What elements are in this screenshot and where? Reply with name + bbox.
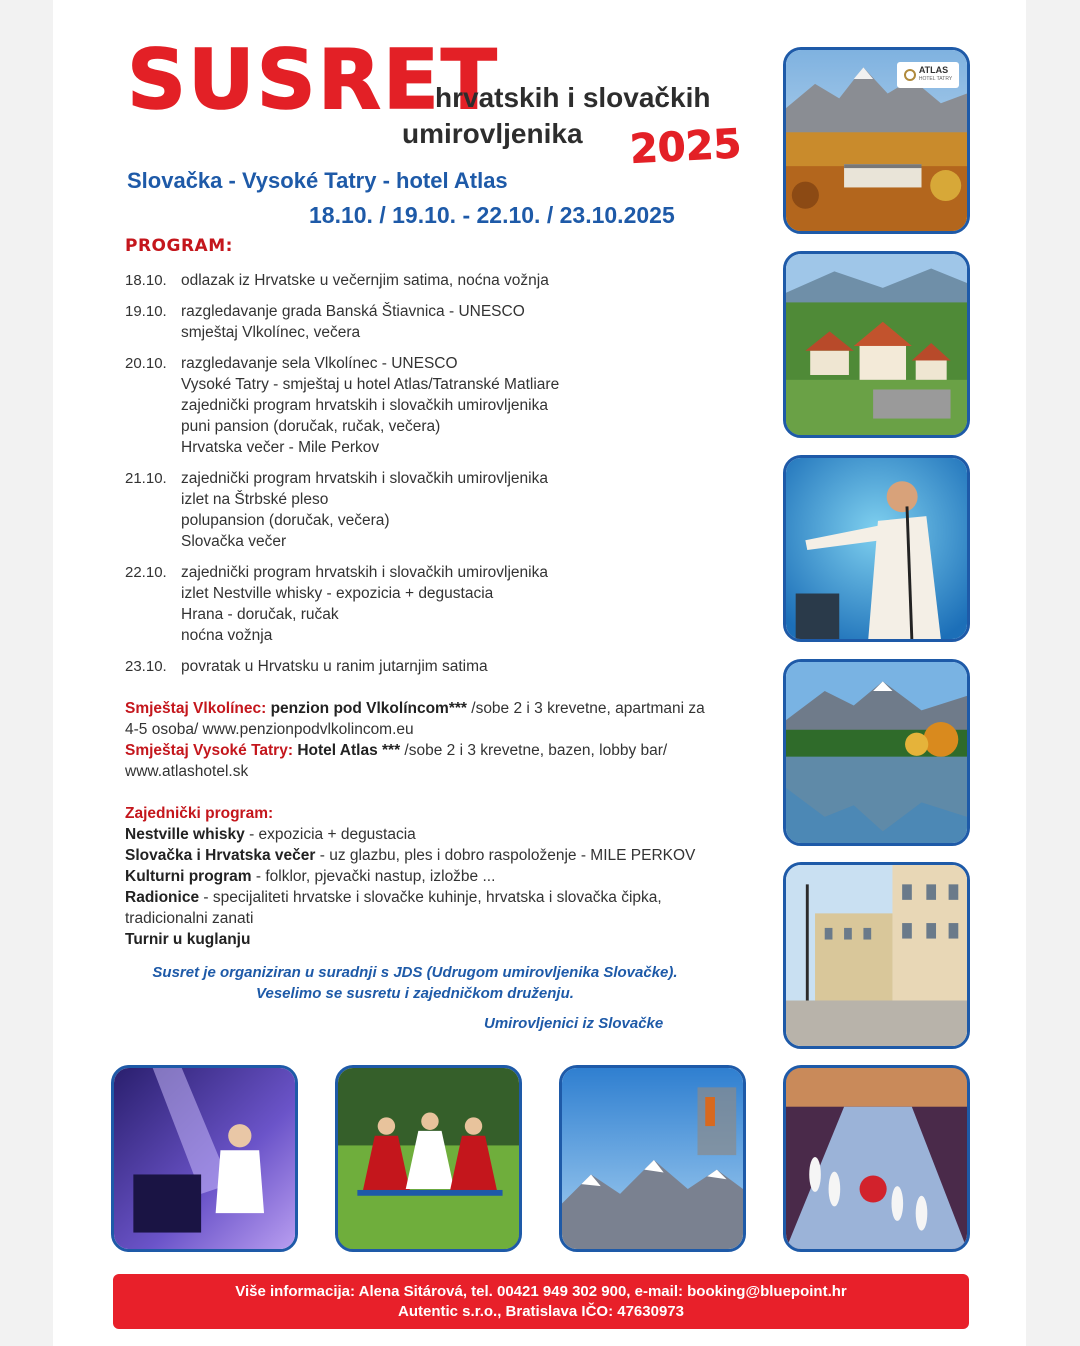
program-schedule	[125, 270, 725, 687]
contact-footer	[113, 1274, 969, 1329]
day-line: zajednički program hrvatskih i slovačkih umirovljenika	[181, 397, 548, 414]
day-line: Slovačka večer	[181, 533, 287, 550]
schedule-day	[125, 656, 725, 677]
folk-dance-photo	[335, 1065, 522, 1252]
footer-contact-line: Više informacija: Alena Sitárová, tel. 00421 949 302 900, e-mail: booking@bluepoint.hr	[235, 1283, 847, 1300]
peak-viewpoint-photo	[559, 1065, 746, 1252]
joint-program-item: Radionice - specijaliteti hrvatske i slovačke kuhinje, hrvatska i slovačka čipka, tradicionalni zanati	[125, 889, 662, 927]
vlkolinec-detail: /sobe 2 i 3 krevetne, apartmani za 4-5 osoba/ www.penzionpodvlkolincom.eu	[125, 700, 705, 738]
schedule-day	[125, 301, 725, 343]
tatry-label: Smještaj Vysoké Tatry:	[125, 742, 293, 759]
singer-photo	[783, 455, 970, 642]
subtitle-line-1: hrvatskih i slovačkih	[435, 82, 711, 113]
subtitle-line-2: umirovljenika	[402, 118, 583, 149]
event-dates: 18.10. / 19.10. - 22.10. / 23.10.2025	[309, 202, 675, 228]
atlas-logo-icon	[904, 69, 916, 81]
day-line: Hrvatska večer - Mile Perkov	[181, 439, 380, 456]
day-line: razgledavanje sela Vlkolínec - UNESCO	[181, 355, 458, 372]
program-heading: PROGRAM:	[125, 236, 233, 256]
hotel-mountain-photo	[783, 47, 970, 234]
joint-program-item: Kulturni program - folklor, pjevački nastup, izložbe ...	[125, 868, 496, 885]
day-line: Hrana - doručak, ručak	[181, 606, 339, 623]
vlkolinec-name: penzion pod Vlkolíncom***	[270, 700, 467, 717]
event-title: SUSRET	[127, 33, 499, 128]
day-line: izlet Nestville whisky - expozicia + degustacia	[181, 585, 494, 602]
day-line: zajednički program hrvatskih i slovačkih umirovljenika	[181, 564, 548, 581]
event-year: 2025	[628, 121, 743, 173]
day-line: povratak u Hrvatsku u ranim jutarnjim satima	[181, 658, 488, 675]
joint-program-item: Nestville whisky - expozicia + degustacia	[125, 826, 416, 843]
day-line: Vysoké Tatry - smještaj u hotel Atlas/Tatranské Matliare	[181, 376, 560, 393]
day-line: polupansion (doručak, večera)	[181, 512, 390, 529]
joint-program-item: Slovačka i Hrvatska večer - uz glazbu, ples i dobro raspoloženje - MILE PERKOV	[125, 847, 696, 864]
schedule-day	[125, 562, 725, 646]
day-line: razgledavanje grada Banská Štiavnica - UNESCO	[181, 303, 525, 320]
atlas-hotel-logo	[897, 62, 959, 88]
closing-line-2: Veselimo se susretu i zajedničkom druženju.	[256, 985, 574, 1002]
day-line: smještaj Vlkolínec, večera	[181, 324, 361, 341]
joint-program-item: Turnir u kuglanju	[125, 931, 251, 948]
day-date: 22.10.	[125, 564, 167, 581]
concert-photo	[111, 1065, 298, 1252]
day-date: 21.10.	[125, 470, 167, 487]
bowling-photo	[783, 1065, 970, 1252]
day-line: zajednički program hrvatskih i slovačkih umirovljenika	[181, 470, 548, 487]
day-line: noćna vožnja	[181, 627, 273, 644]
closing-line-1: Susret je organiziran u suradnji s JDS (Udrugom umirovljenika Slovačke).	[152, 964, 678, 981]
atlas-logo-text: ATLAS HOTEL TATRY	[918, 65, 953, 82]
tatry-detail: /sobe 2 i 3 krevetne, bazen, lobby bar/ www.atlashotel.sk	[125, 742, 668, 780]
signature: Umirovljenici iz Slovačke	[484, 1015, 664, 1032]
town-street-photo	[783, 862, 970, 1049]
day-line: izlet na Štrbské pleso	[181, 491, 329, 508]
village-photo	[783, 251, 970, 438]
mountain-lake-photo	[783, 659, 970, 846]
day-date: 23.10.	[125, 658, 167, 675]
day-date: 19.10.	[125, 303, 167, 320]
day-line: odlazak iz Hrvatske u večernjim satima, noćna vožnja	[181, 272, 549, 289]
schedule-day	[125, 270, 725, 291]
joint-program-heading: Zajednički program:	[125, 805, 274, 822]
accommodation-info	[125, 698, 715, 782]
tatry-name: Hotel Atlas ***	[297, 742, 401, 759]
day-date: 20.10.	[125, 355, 167, 372]
schedule-day	[125, 353, 725, 458]
joint-program	[125, 803, 715, 950]
schedule-day	[125, 468, 725, 552]
event-location: Slovačka - Vysoké Tatry - hotel Atlas	[127, 168, 508, 193]
day-line: puni pansion (doručak, ručak, večera)	[181, 418, 441, 435]
closing-message	[125, 962, 705, 1004]
day-date: 18.10.	[125, 272, 167, 289]
vlkolinec-label: Smještaj Vlkolínec:	[125, 700, 267, 717]
footer-company-line: Autentic s.r.o., Bratislava IČO: 47630973	[398, 1303, 684, 1320]
